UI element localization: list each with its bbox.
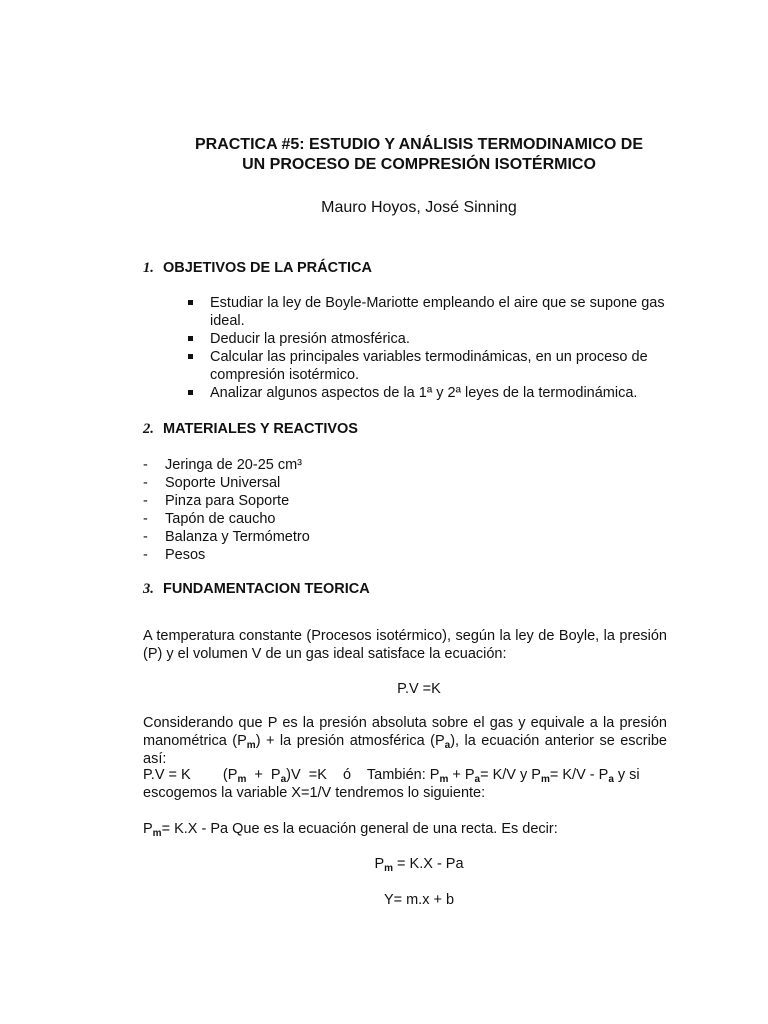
material-label: Balanza y Termómetro <box>165 529 310 545</box>
list-item: Calcular las principales variables termodinámicas, en un proceso de compresión isotérmico. <box>210 348 670 384</box>
text-run: = K/V y P <box>480 767 541 783</box>
material-label: Pesos <box>165 547 206 563</box>
equation-boyle: P.V =K <box>397 681 441 697</box>
document-title: PRACTICA #5: ESTUDIO Y ANÁLISIS TERMODINAMICO DE UN PROCESO DE COMPRESIÓN ISOTÉRMICO <box>194 136 644 173</box>
authors: Mauro Hoyos, José Sinning <box>321 199 517 216</box>
text-run: P <box>374 856 385 872</box>
text-run: y si escogemos la variable X=1/V tendremos lo siguiente: <box>143 767 644 801</box>
list-item: Deducir la presión atmosférica. <box>210 330 670 348</box>
subscript: a <box>280 774 287 785</box>
subscript: m <box>246 740 256 751</box>
theory-paragraph-3 <box>143 766 663 802</box>
dash-marker: - <box>143 529 148 545</box>
text-run: = K/V - P <box>549 767 609 783</box>
list-item: Analizar algunos aspectos de la 1ª y 2ª leyes de la termodinámica. <box>210 384 670 402</box>
list-item <box>143 492 310 510</box>
text-run: + P <box>246 767 281 783</box>
list-item <box>143 456 310 474</box>
section-number: 2. <box>143 421 154 437</box>
section-heading-materiales <box>143 420 358 438</box>
material-label: Soporte Universal <box>165 475 281 491</box>
list-item <box>143 510 310 528</box>
objectives-list <box>210 294 670 402</box>
subscript: m <box>439 774 449 785</box>
text-run: = K.X - Pa <box>393 856 464 872</box>
subscript: a <box>608 774 614 785</box>
section-heading-objetivos <box>143 259 372 277</box>
dash-marker: - <box>143 457 148 473</box>
subscript: m <box>237 774 247 785</box>
subscript: m <box>152 828 162 839</box>
section-heading-fundamentacion <box>143 580 370 598</box>
list-item <box>143 528 310 546</box>
dash-marker: - <box>143 493 148 509</box>
dash-marker: - <box>143 547 148 563</box>
subscript: a <box>444 740 451 751</box>
section-title: MATERIALES Y REACTIVOS <box>163 421 358 437</box>
dash-marker: - <box>143 511 148 527</box>
equation-linear-form: Y= m.x + b <box>383 892 455 908</box>
subscript: a <box>474 774 481 785</box>
materials-list <box>143 456 310 564</box>
list-item <box>143 546 310 564</box>
theory-paragraph-1: A temperatura constante (Procesos isotérmico), según la ley de Boyle, la presión (P) y el volumen V de un gas ideal satisface la ecuación: <box>143 628 667 662</box>
list-item <box>143 474 310 492</box>
section-title: FUNDAMENTACION TEORICA <box>163 581 370 597</box>
material-label: Jeringa de 20-25 cm³ <box>165 457 303 473</box>
section-title: OBJETIVOS DE LA PRÁCTICA <box>163 260 372 276</box>
list-item: Estudiar la ley de Boyle-Mariotte empleando el aire que se supone gas ideal. <box>210 294 670 330</box>
subscript: m <box>540 774 550 785</box>
text-run: + P <box>448 767 475 783</box>
text-run: P <box>143 821 153 837</box>
text-run: P.V = K (P <box>143 767 238 783</box>
text-run: )V =K ó También: P <box>286 767 440 783</box>
equation-line <box>0 855 768 873</box>
subscript: m <box>384 863 394 874</box>
section-number: 1. <box>143 260 154 276</box>
text-run: Considerando que P es la presión absoluta sobre el gas y equivale a la presión manométrica (P <box>143 715 667 749</box>
material-label: Tapón de caucho <box>165 511 276 527</box>
text-run: ) + la presión atmosférica (P <box>255 733 445 749</box>
material-label: Pinza para Soporte <box>165 493 290 509</box>
text-run: = K.X - Pa Que es la ecuación general de una recta. Es decir: <box>161 821 558 837</box>
theory-paragraph-2 <box>143 714 667 768</box>
section-number: 3. <box>143 581 154 597</box>
dash-marker: - <box>143 475 148 491</box>
text-run: ), la ecuación anterior se escribe así: <box>143 733 667 767</box>
theory-paragraph-4 <box>143 820 667 838</box>
